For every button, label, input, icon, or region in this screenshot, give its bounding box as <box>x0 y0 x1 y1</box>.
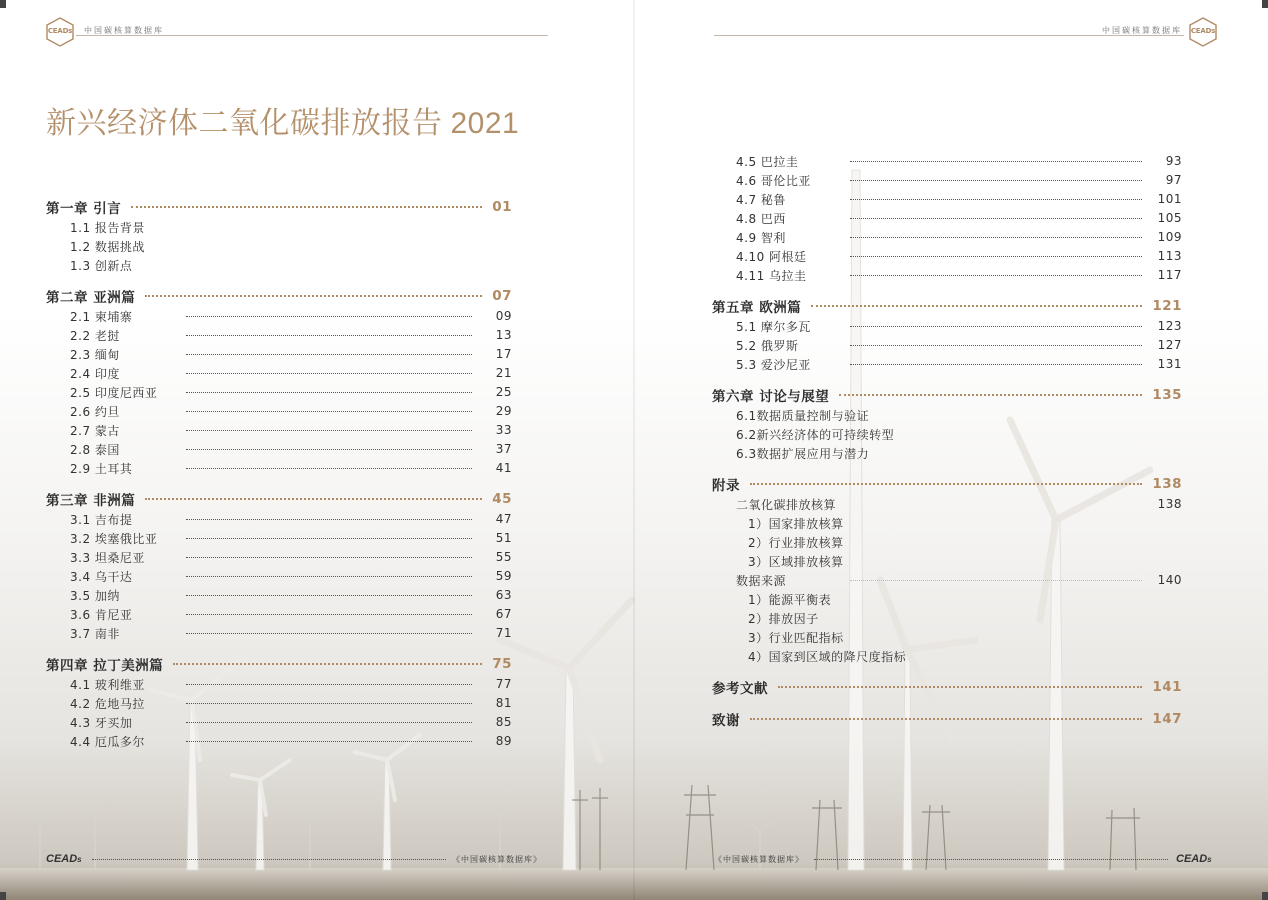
toc-page-number: 25 <box>495 385 512 399</box>
toc-entry-label: 6.1数据质量控制与验证 <box>736 408 870 423</box>
toc-section-entry[interactable] <box>736 152 1182 170</box>
toc-leader-dots <box>850 275 1142 276</box>
toc-section-entry[interactable] <box>748 514 1182 532</box>
toc-entry-label: 4.6 哥伦比亚 <box>736 173 811 188</box>
toc-chapter-entry[interactable] <box>712 297 1182 315</box>
toc-section-entry[interactable] <box>70 345 512 363</box>
toc-section-entry[interactable] <box>736 247 1182 265</box>
toc-entry-label: 3.6 肯尼亚 <box>70 607 133 622</box>
toc-page-number: 81 <box>495 696 512 710</box>
toc-chapter-entry[interactable] <box>46 287 512 305</box>
toc-page-number: 117 <box>1157 268 1182 282</box>
toc-page-number: 67 <box>495 607 512 621</box>
toc-leader-dots <box>186 468 472 469</box>
toc-section-entry[interactable] <box>70 421 512 439</box>
toc-leader-dots <box>850 161 1142 162</box>
toc-entry-label: 4.1 玻利维亚 <box>70 677 145 692</box>
toc-entry-label: 3.4 乌干达 <box>70 569 133 584</box>
footer-db-title: 《中国碳核算数据库》 <box>452 855 542 864</box>
toc-entry-label: 4.5 巴拉圭 <box>736 154 799 169</box>
toc-page-number: 138 <box>1157 497 1182 511</box>
toc-entry-label: 3）行业匹配指标 <box>748 630 844 645</box>
toc-page-number: 21 <box>495 366 512 380</box>
toc-leader-dots <box>850 364 1142 365</box>
toc-entry-label: 4）国家到区域的降尺度指标 <box>748 649 907 664</box>
toc-leader-dots <box>186 373 472 374</box>
toc-section-entry[interactable] <box>70 586 512 604</box>
toc-leader-dots <box>145 498 482 500</box>
toc-page-number: 37 <box>495 442 512 456</box>
toc-page-number: 59 <box>495 569 512 583</box>
toc-entry-label: 3.3 坦桑尼亚 <box>70 550 145 565</box>
toc-entry-label: 4.4 厄瓜多尔 <box>70 734 145 749</box>
toc-page-number: 131 <box>1157 357 1182 371</box>
logo-text: CEADs <box>1190 27 1216 35</box>
toc-entry-label: 4.2 危地马拉 <box>70 696 145 711</box>
toc-leader-dots <box>186 576 472 577</box>
toc-entry-label: 1.1 报告背景 <box>70 220 145 235</box>
toc-leader-dots <box>186 335 472 336</box>
toc-leader-dots <box>145 295 482 297</box>
toc-section-entry[interactable] <box>70 624 512 642</box>
toc-section-entry[interactable] <box>748 552 1182 570</box>
toc-page-number: 85 <box>495 715 512 729</box>
toc-entry-label: 致谢 <box>712 713 740 729</box>
toc-section-entry[interactable] <box>70 548 512 566</box>
toc-page-number: 13 <box>495 328 512 342</box>
toc-leader-dots <box>186 633 472 634</box>
toc-entry-label: 1.3 创新点 <box>70 258 133 273</box>
toc-section-entry[interactable] <box>70 256 512 274</box>
footer-logo <box>46 853 82 865</box>
toc-page-number: 09 <box>495 309 512 323</box>
toc-leader-dots <box>186 722 472 723</box>
footer-rule <box>814 859 1168 860</box>
footer-db-title: 《中国碳核算数据库》 <box>714 855 804 864</box>
toc-chapter-entry[interactable] <box>46 655 512 673</box>
toc-entry-label: 3.1 吉布提 <box>70 512 133 527</box>
document-title <box>46 98 519 142</box>
toc-leader-dots <box>850 218 1142 219</box>
toc-chapter-entry[interactable] <box>712 386 1182 404</box>
toc-entry-label: 5.1 摩尔多瓦 <box>736 319 811 334</box>
toc-section-entry[interactable] <box>736 425 1182 443</box>
toc-leader-dots <box>811 305 1142 307</box>
toc-page-number: 93 <box>1165 154 1182 168</box>
toc-entry-label: 5.2 俄罗斯 <box>736 338 799 353</box>
toc-entry-label: 3）区域排放核算 <box>748 554 844 569</box>
toc-page-number: 101 <box>1157 192 1182 206</box>
toc-leader-dots <box>850 326 1142 327</box>
toc-chapter-entry[interactable] <box>46 198 512 216</box>
toc-leader-dots <box>186 449 472 450</box>
toc-section-entry[interactable] <box>70 364 512 382</box>
logo-text: CEADs <box>47 27 73 35</box>
footer-logo-suffix: s <box>1207 855 1212 864</box>
toc-leader-dots <box>850 237 1142 238</box>
toc-entry-label: 2.7 蒙古 <box>70 423 120 438</box>
toc-page-number: 47 <box>495 512 512 526</box>
toc-entry-label: 2.6 约旦 <box>70 404 120 419</box>
toc-page-number: 01 <box>492 199 512 215</box>
toc-section-entry[interactable] <box>736 190 1182 208</box>
toc-entry-label: 4.7 秘鲁 <box>736 192 786 207</box>
toc-section-entry[interactable] <box>70 218 512 236</box>
toc-section-entry[interactable] <box>736 171 1182 189</box>
toc-entry-label: 2.4 印度 <box>70 366 120 381</box>
toc-leader-dots <box>186 614 472 615</box>
toc-leader-dots <box>186 538 472 539</box>
toc-leader-dots <box>173 663 482 665</box>
toc-page-number: 147 <box>1152 711 1182 727</box>
toc-entry-label: 第六章 讨论与展望 <box>712 389 830 405</box>
toc-section-entry[interactable] <box>736 228 1182 246</box>
toc-entry-label: 2.9 土耳其 <box>70 461 133 476</box>
toc-section-entry[interactable] <box>736 336 1182 354</box>
toc-section-entry[interactable] <box>736 209 1182 227</box>
toc-entry-label: 3.7 南非 <box>70 626 120 641</box>
toc-entry-label: 2）行业排放核算 <box>748 535 844 550</box>
toc-section-entry[interactable] <box>70 675 512 693</box>
toc-entry-label: 4.3 牙买加 <box>70 715 133 730</box>
toc-leader-dots <box>186 354 472 355</box>
toc-section-entry[interactable] <box>70 237 512 255</box>
footer-logo-text: CEAD <box>1176 853 1208 865</box>
toc-entry-label: 6.3数据扩展应用与潜力 <box>736 446 870 461</box>
toc-entry-label: 2.3 缅甸 <box>70 347 120 362</box>
toc-section-entry[interactable] <box>736 266 1182 284</box>
toc-section-entry[interactable] <box>748 609 1182 627</box>
toc-page-number: 75 <box>492 656 512 672</box>
toc-section-entry[interactable] <box>748 628 1182 646</box>
toc-section-entry[interactable] <box>70 694 512 712</box>
header-rule <box>76 35 548 36</box>
toc-section-entry[interactable] <box>70 459 512 477</box>
toc-entry-label: 1.2 数据挑战 <box>70 239 145 254</box>
toc-entry-label: 数据来源 <box>736 573 787 588</box>
toc-section-entry[interactable] <box>748 533 1182 551</box>
toc-section-entry[interactable] <box>70 307 512 325</box>
toc-leader-dots <box>186 741 472 742</box>
toc-section-entry[interactable] <box>736 317 1182 335</box>
toc-page-number: 123 <box>1157 319 1182 333</box>
toc-section-entry[interactable] <box>70 440 512 458</box>
toc-section-entry[interactable] <box>70 326 512 344</box>
header-db-name: 中国碳核算数据库 <box>84 26 164 35</box>
toc-leader-dots <box>186 519 472 520</box>
toc-entry-label: 1）能源平衡表 <box>748 592 832 607</box>
toc-page-number: 51 <box>495 531 512 545</box>
toc-page-number: 141 <box>1152 679 1182 695</box>
toc-leader-dots <box>750 483 1142 485</box>
toc-entry-label: 2.8 泰国 <box>70 442 120 457</box>
toc-chapter-entry[interactable] <box>712 678 1182 696</box>
toc-entry-label: 3.5 加纳 <box>70 588 120 603</box>
toc-entry-label: 参考文献 <box>712 681 768 697</box>
toc-entry-label: 2.1 柬埔寨 <box>70 309 133 324</box>
toc-leader-dots <box>839 394 1142 396</box>
toc-section-entry[interactable] <box>70 529 512 547</box>
toc-page-number: 109 <box>1157 230 1182 244</box>
toc-page-number: 121 <box>1152 298 1182 314</box>
toc-entry-label: 1）国家排放核算 <box>748 516 844 531</box>
toc-leader-dots <box>186 703 472 704</box>
ceads-logo <box>46 17 74 47</box>
toc-section-entry[interactable] <box>70 567 512 585</box>
toc-section-entry[interactable] <box>736 444 1182 462</box>
toc-page-number: 07 <box>492 288 512 304</box>
toc-entry-label: 第五章 欧洲篇 <box>712 300 802 316</box>
toc-page-number: 97 <box>1165 173 1182 187</box>
toc-leader-dots <box>778 686 1142 688</box>
toc-leader-dots <box>186 316 472 317</box>
toc-section-entry[interactable] <box>70 605 512 623</box>
toc-leader-dots <box>131 206 482 208</box>
toc-section-entry[interactable] <box>736 355 1182 373</box>
toc-chapter-entry[interactable] <box>46 490 512 508</box>
toc-leader-dots <box>850 256 1142 257</box>
toc-section-entry[interactable] <box>70 713 512 731</box>
toc-section-entry[interactable] <box>736 406 1182 424</box>
toc-entry-label: 4.11 乌拉圭 <box>736 268 807 283</box>
toc-page-number: 41 <box>495 461 512 475</box>
toc-section-entry[interactable] <box>70 510 512 528</box>
toc-entry-label: 2）排放因子 <box>748 611 819 626</box>
toc-leader-dots <box>750 718 1142 720</box>
toc-section-entry[interactable] <box>748 590 1182 608</box>
toc-page-number: 17 <box>495 347 512 361</box>
toc-page-number: 127 <box>1157 338 1182 352</box>
toc-entry-label: 第二章 亚洲篇 <box>46 290 136 306</box>
ceads-logo <box>1189 17 1217 47</box>
right-page <box>634 0 1268 900</box>
toc-entry-label: 4.8 巴西 <box>736 211 786 226</box>
toc-entry-label: 6.2新兴经济体的可持续转型 <box>736 427 895 442</box>
toc-entry-label: 第三章 非洲篇 <box>46 493 136 509</box>
toc-page-number: 63 <box>495 588 512 602</box>
toc-page-number: 55 <box>495 550 512 564</box>
toc-entry-label: 5.3 爱沙尼亚 <box>736 357 811 372</box>
toc-leader-dots <box>186 595 472 596</box>
toc-leader-dots <box>186 557 472 558</box>
toc-section-entry[interactable] <box>748 647 1182 665</box>
toc-section-entry[interactable] <box>70 383 512 401</box>
toc-entry-label: 2.2 老挝 <box>70 328 120 343</box>
toc-page-number: 113 <box>1157 249 1182 263</box>
toc-page-number: 29 <box>495 404 512 418</box>
footer-rule <box>92 859 446 860</box>
toc-page-number: 140 <box>1157 573 1182 587</box>
toc-section-entry[interactable] <box>70 732 512 750</box>
toc-entry-label: 4.9 智利 <box>736 230 786 245</box>
toc-leader-dots <box>850 345 1142 346</box>
toc-leader-dots <box>186 411 472 412</box>
toc-chapter-entry[interactable] <box>712 710 1182 728</box>
toc-page-number: 89 <box>495 734 512 748</box>
toc-page-number: 135 <box>1152 387 1182 403</box>
toc-entry-label: 二氧化碳排放核算 <box>736 497 837 512</box>
toc-leader-dots <box>850 180 1142 181</box>
toc-page-number: 45 <box>492 491 512 507</box>
toc-leader-dots <box>186 684 472 685</box>
toc-entry-label: 3.2 埃塞俄比亚 <box>70 531 158 546</box>
toc-chapter-entry[interactable] <box>712 475 1182 493</box>
toc-page-number: 71 <box>495 626 512 640</box>
toc-leader-dots <box>850 199 1142 200</box>
document-title-year: 2021 <box>450 107 520 140</box>
toc-entry-label: 第一章 引言 <box>46 201 122 217</box>
toc-section-entry[interactable] <box>736 571 1182 589</box>
toc-page-number: 33 <box>495 423 512 437</box>
toc-page-number: 138 <box>1152 476 1182 492</box>
toc-leader-dots <box>850 580 1142 581</box>
document-title-main: 新兴经济体二氧化碳排放报告 <box>46 106 443 141</box>
footer-logo <box>1176 853 1212 865</box>
toc-entry-label: 附录 <box>712 478 740 494</box>
footer-logo-text: CEAD <box>46 853 78 865</box>
toc-leader-dots <box>186 392 472 393</box>
toc-leader-dots <box>186 430 472 431</box>
footer-logo-suffix: s <box>77 855 82 864</box>
header-db-name: 中国碳核算数据库 <box>1102 26 1182 35</box>
toc-leader-dots <box>836 504 1142 505</box>
toc-entry-label: 第四章 拉丁美洲篇 <box>46 658 164 674</box>
toc-section-entry[interactable] <box>736 495 1182 513</box>
toc-entry-label: 4.10 阿根廷 <box>736 249 807 264</box>
toc-page-number: 105 <box>1157 211 1182 225</box>
toc-section-entry[interactable] <box>70 402 512 420</box>
toc-page-number: 77 <box>495 677 512 691</box>
toc-entry-label: 2.5 印度尼西亚 <box>70 385 158 400</box>
